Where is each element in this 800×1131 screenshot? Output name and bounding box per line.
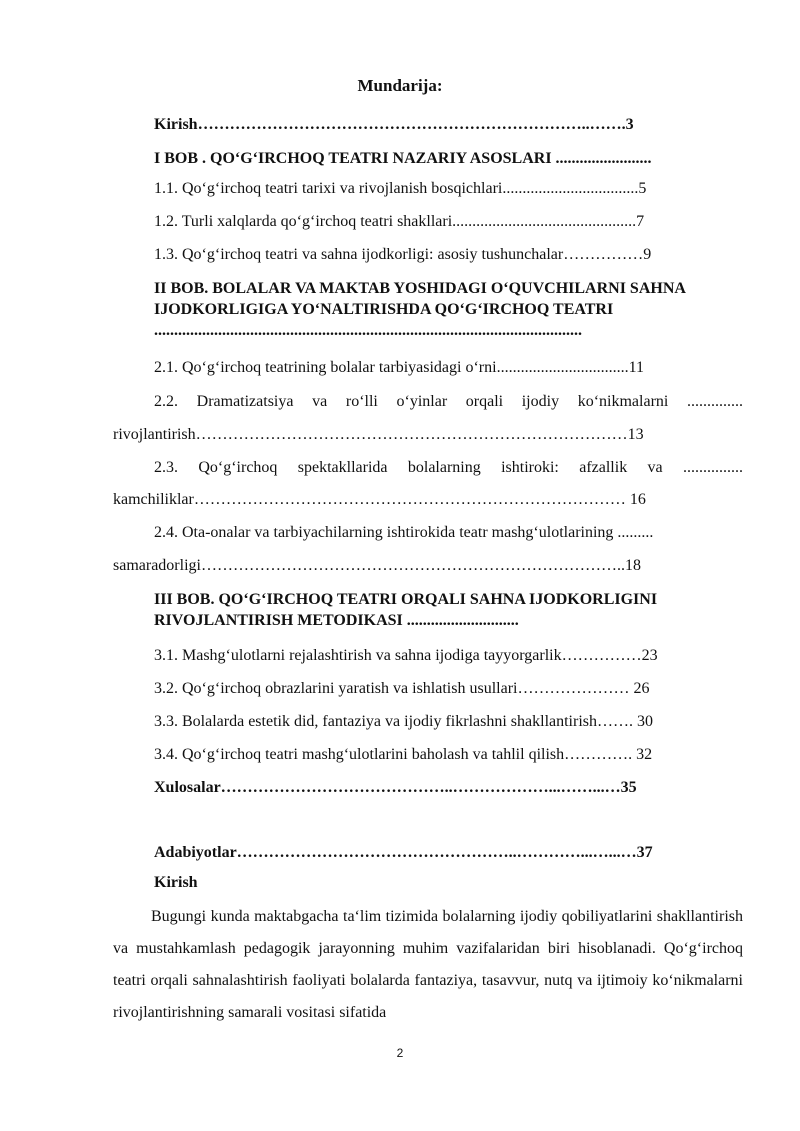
toc-entry-2-2[interactable]: 2.2. Dramatizatsiya va ro‘lli o‘yinlar orqali ijodiy ko‘nikmalarni .............. xyxy=(154,393,743,410)
toc-entry-bob3[interactable]: III BOB. QO‘G‘IRCHOQ TEATRI ORQALI SAHNA IJODKORLIGINI RIVOJLANTIRISH METODIKASI ............................ xyxy=(154,591,658,629)
intro-paragraph xyxy=(113,901,743,1029)
toc-entry-1-3[interactable]: 1.3. Qo‘g‘irchoq teatri va sahna ijodkorligi: asosiy tushunchalar……………9 xyxy=(154,246,652,263)
toc-entry-1-1[interactable]: 1.1. Qo‘g‘irchoq teatri tarixi va rivojlanish bosqichlari..................................5 xyxy=(154,180,647,197)
toc-entry-bob1[interactable]: I BOB . QO‘G‘IRCHOQ TEATRI NAZARIY ASOSLARI ........................ xyxy=(154,150,652,167)
toc-entry-3-2[interactable]: 3.2. Qo‘g‘irchoq obrazlarini yaratish va ishlatish usullari………………… 26 xyxy=(154,680,650,697)
page-title: Mundarija: xyxy=(357,76,443,95)
intro-paragraph-text: Bugungi kunda maktabgacha ta‘lim tizimida bolalarning ijodiy qobiliyatlarini shakllantirish va mustahkamlash pedagogik jarayonning muhim vazifalaridan biri hisoblanadi. Qo‘g‘irchoq teatri orqali sahnalashtirish faoliyati bolalarda fantaziya, tasavvur, nutq va ijtimoiy ko‘nikmalarni rivojlantirishning samarali vositasi sifatida xyxy=(113,908,743,1021)
toc-entry-bob2[interactable]: II BOB. BOLALAR VA MAKTAB YOSHIDAGI O‘QUVCHILARNI SAHNA IJODKORLIGIGA YO‘NALTIRISHDA QO‘G‘IRCHOQ TEATRI ........................................................................................................... xyxy=(154,280,686,339)
toc-entry-adabiyotlar[interactable]: Adabiyotlar……………………………………………..…………...…...…37 xyxy=(154,844,653,861)
toc-entry-2-2-continued[interactable]: rivojlantirish………………………………………………………………………13 xyxy=(113,426,644,443)
toc-entry-1-2[interactable]: 1.2. Turli xalqlarda qo‘g‘irchoq teatri shakllari..............................................7 xyxy=(154,213,645,230)
toc-entry-2-3-continued[interactable]: kamchiliklar……………………………………………………………………… 16 xyxy=(113,491,646,508)
toc-entry-2-1[interactable]: 2.1. Qo‘g‘irchoq teatrining bolalar tarbiyasidagi o‘rni.................................11 xyxy=(154,359,644,376)
intro-heading: Kirish xyxy=(154,874,198,891)
toc-entry-2-4-continued[interactable]: samaradorligi……………………………………………………………………..18 xyxy=(113,557,641,574)
toc-entry-2-3[interactable]: 2.3. Qo‘g‘irchoq spektakllarida bolalarning ishtiroki: afzallik va ............... xyxy=(154,459,743,476)
toc-entry-3-3[interactable]: 3.3. Bolalarda estetik did, fantaziya va ijodiy fikrlashni shakllantirish……. 30 xyxy=(154,713,653,730)
page-number: 2 xyxy=(396,1046,404,1060)
toc-entry-2-4[interactable]: 2.4. Ota-onalar va tarbiyachilarning ishtirokida teatr mashg‘ulotlarining ......... xyxy=(154,524,654,541)
toc-entry-3-1[interactable]: 3.1. Mashg‘ulotlarni rejalashtirish va sahna ijodiga tayyorgarlik……………23 xyxy=(154,647,658,664)
toc-entry-kirish[interactable]: Kirish………………………………………………………………..…….3 xyxy=(154,116,634,133)
toc-entry-3-4[interactable]: 3.4. Qo‘g‘irchoq teatri mashg‘ulotlarini baholash va tahlil qilish…………. 32 xyxy=(154,746,653,763)
toc-entry-xulosalar[interactable]: Xulosalar……………………………………..………………...……...…35 xyxy=(154,779,637,796)
